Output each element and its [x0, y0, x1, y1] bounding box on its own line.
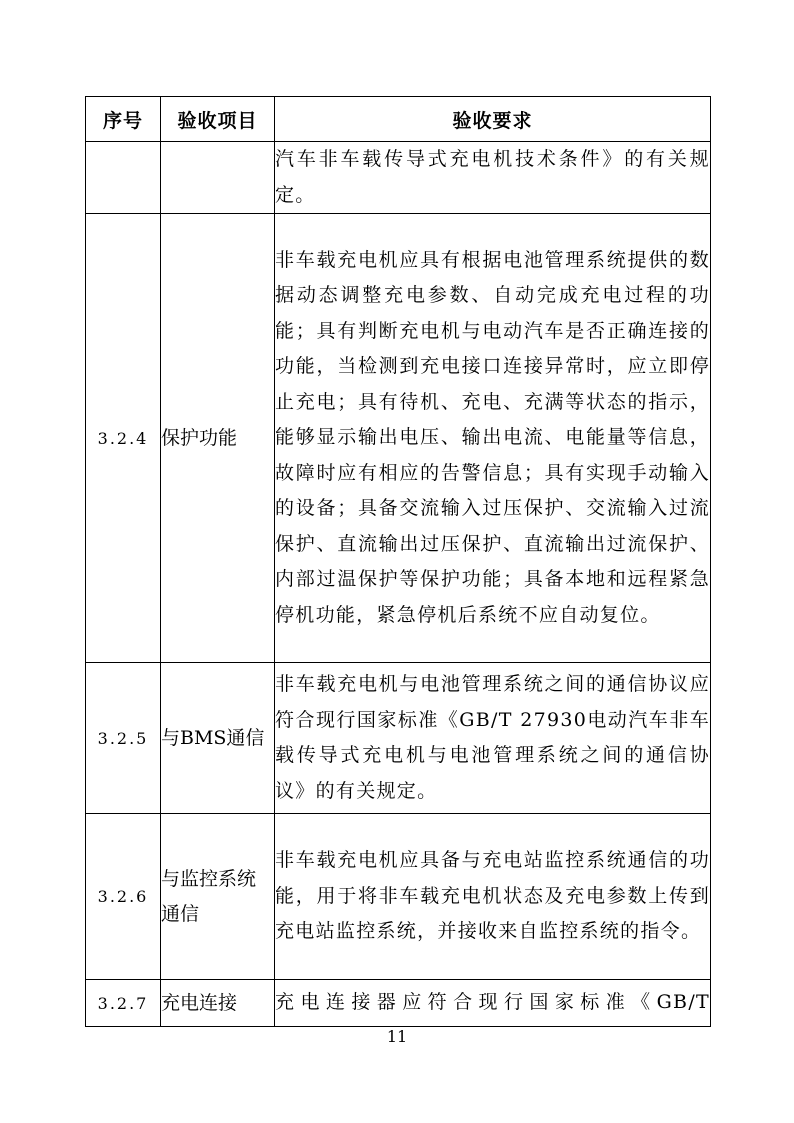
- header-requirement: 验收要求: [275, 97, 711, 142]
- row-requirement: 非车载充电机应具有根据电池管理系统提供的数据动态调整充电参数、自动完成充电过程的功能；具有判断充电机与电动汽车是否正确连接的功能，当检测到充电接口连接异常时，应立即停止充电；具有待机、充电、充满等状态的指示，能够显示输出电压、输出电流、电能量等信息，故障时应有相应的告警信息；具有实现手动输入的设备；具备交流输入过压保护、交流输入过流保护、直流输出过压保护、直流输出过流保护、内部过温保护等保护功能；具备本地和远程紧急停机功能，紧急停机后系统不应自动复位。: [275, 214, 711, 663]
- row-no: [86, 142, 161, 214]
- row-no: 3.2.5: [86, 663, 161, 814]
- row-item: 充电连接: [161, 980, 275, 1027]
- row-no: 3.2.4: [86, 214, 161, 663]
- header-item: 验收项目: [161, 97, 275, 142]
- table-row: [86, 814, 711, 980]
- row-item: [161, 142, 275, 214]
- row-no: 3.2.7: [86, 980, 161, 1027]
- row-requirement: 非车载充电机应具备与充电站监控系统通信的功能，用于将非车载充电机状态及充电参数上传到充电站监控系统，并接收来自监控系统的指令。: [275, 814, 711, 980]
- row-item: 与监控系统通信: [161, 814, 275, 980]
- acceptance-table: [85, 96, 711, 1027]
- row-requirement: 充电连接器应符合现行国家标准《GB/T: [275, 980, 711, 1027]
- page-number: 11: [386, 1027, 408, 1046]
- row-no: 3.2.6: [86, 814, 161, 980]
- row-requirement: 非车载充电机与电池管理系统之间的通信协议应符合现行国家标准《GB/T 27930电动汽车非车载传导式充电机与电池管理系统之间的通信协议》的有关规定。: [275, 663, 711, 814]
- table-header-row: [86, 97, 711, 142]
- row-requirement: 汽车非车载传导式充电机技术条件》的有关规定。: [275, 142, 711, 214]
- table-row: [86, 214, 711, 663]
- row-item: 与BMS通信: [161, 663, 275, 814]
- table-row: [86, 663, 711, 814]
- header-no: 序号: [86, 97, 161, 142]
- table-row: [86, 142, 711, 214]
- table-row: [86, 980, 711, 1027]
- row-item: 保护功能: [161, 214, 275, 663]
